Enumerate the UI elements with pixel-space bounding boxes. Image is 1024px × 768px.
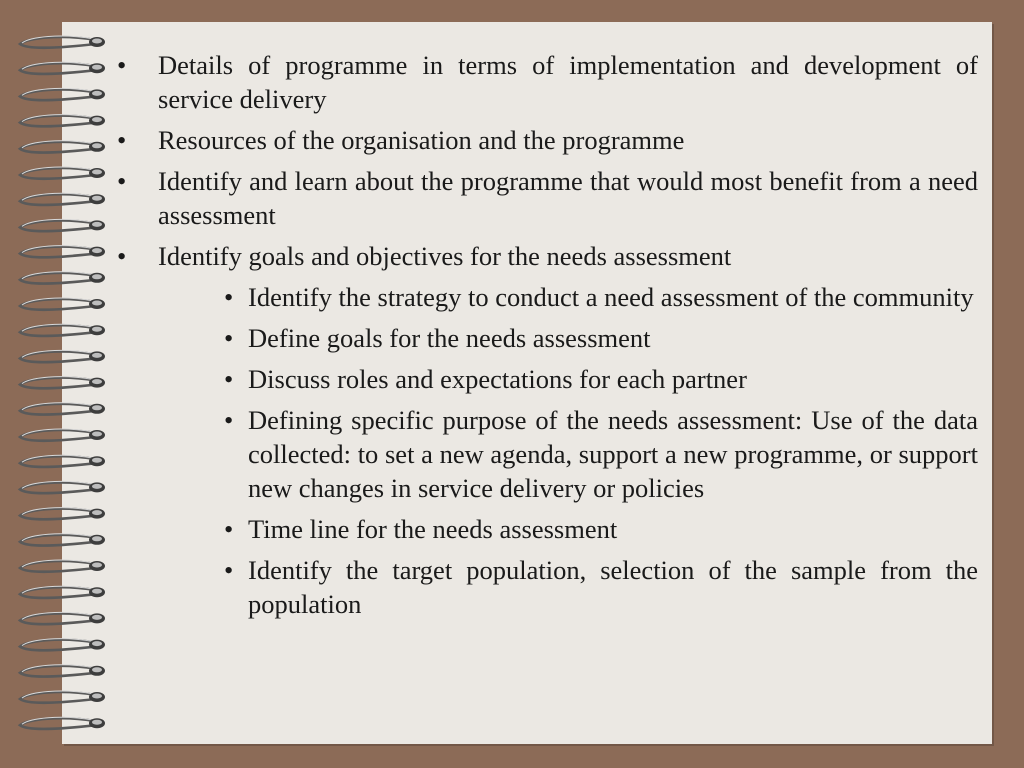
bullet-dot: •	[224, 405, 234, 435]
bullet-dot: •	[117, 50, 127, 80]
binding-ring-icon	[20, 508, 105, 520]
slide-content	[110, 48, 978, 628]
binding-ring-icon	[20, 665, 105, 677]
binding-ring-icon	[20, 298, 105, 310]
binding-ring-icon	[20, 455, 105, 467]
binding-ring-icon	[20, 324, 105, 336]
binding-ring-icon	[20, 36, 105, 48]
bullet-list	[110, 48, 978, 273]
sub-list-item: • Discuss roles and expectations for each partner	[224, 364, 747, 394]
bullet-dot: •	[117, 125, 127, 155]
binding-ring-icon	[20, 639, 105, 651]
binding-ring-icon	[20, 272, 105, 284]
binding-ring-icon	[20, 403, 105, 415]
list-item: • Identify and learn about the programme that would most benefit from a need assessment	[117, 166, 978, 230]
sub-list-item: • Time line for the needs assessment	[224, 514, 618, 544]
binding-ring-icon	[20, 246, 105, 258]
bullet-dot: •	[117, 166, 127, 196]
binding-ring-icon	[20, 219, 105, 231]
list-item: • Details of programme in terms of implementation and development of service delivery	[117, 50, 978, 114]
binding-ring-icon	[20, 115, 105, 127]
binding-ring-icon	[20, 350, 105, 362]
binding-ring-icon	[20, 167, 105, 179]
sub-list-item: • Identify the strategy to conduct a need assessment of the community	[224, 282, 974, 312]
bullet-dot: •	[224, 364, 234, 394]
binding-ring-icon	[20, 717, 105, 729]
bullet-dot: •	[224, 282, 234, 312]
sub-list-item: • Defining specific purpose of the needs assessment: Use of the data collected: to set a new agenda, support a new programme, or support new changes in service delivery or policies	[224, 405, 978, 503]
binding-ring-icon	[20, 586, 105, 598]
binding-ring-icon	[20, 377, 105, 389]
binding-ring-icon	[20, 560, 105, 572]
list-item: • Resources of the organisation and the programme	[117, 125, 685, 155]
binding-ring-icon	[20, 193, 105, 205]
binding-ring-icon	[20, 481, 105, 493]
bullet-dot: •	[224, 555, 234, 585]
binding-ring-icon	[20, 141, 105, 153]
sub-list-item: • Define goals for the needs assessment	[224, 323, 651, 353]
binding-ring-icon	[20, 62, 105, 74]
list-item: • Identify goals and objectives for the needs assessment	[117, 241, 732, 271]
binding-ring-icon	[20, 691, 105, 703]
bullet-dot: •	[224, 323, 234, 353]
sub-list-item: • Identify the target population, selection of the sample from the population	[224, 555, 978, 619]
bullet-dot: •	[117, 241, 127, 271]
sub-bullet-list	[110, 280, 978, 621]
binding-ring-icon	[20, 88, 105, 100]
binding-ring-icon	[20, 429, 105, 441]
bullet-dot: •	[224, 514, 234, 544]
binding-ring-icon	[20, 612, 105, 624]
binding-ring-icon	[20, 534, 105, 546]
